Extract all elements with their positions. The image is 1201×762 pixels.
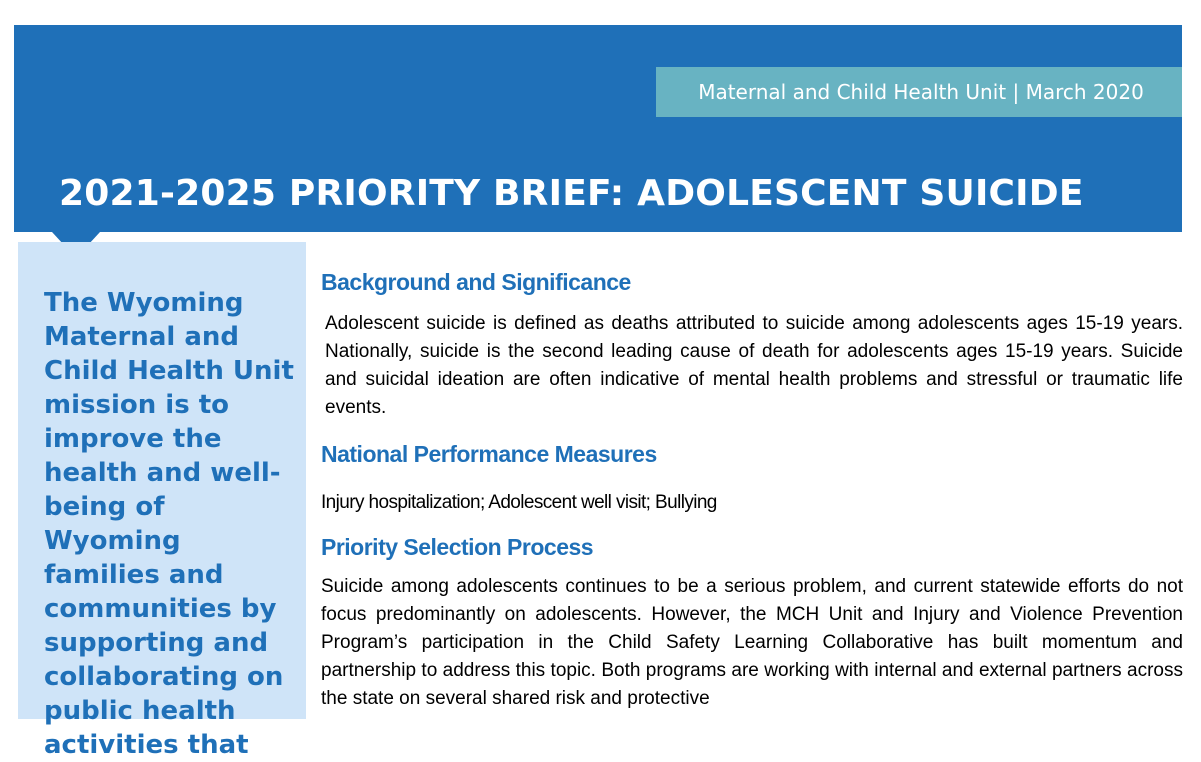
document-title: 2021-2025 PRIORITY BRIEF: ADOLESCENT SUICIDE [59, 173, 1084, 214]
section-heading-priority-selection: Priority Selection Process [321, 534, 594, 560]
unit-date-banner: Maternal and Child Health Unit | March 2020 [656, 67, 1182, 117]
mission-statement: The Wyoming Maternal and Child Health Unit mission is to improve the health and well-being of Wyoming families and communities by supporting and collaborating on public health activities that [44, 288, 294, 760]
section-priority-selection [321, 527, 1183, 713]
section-background [321, 262, 1183, 422]
section-performance-measures [321, 434, 1183, 517]
section-heading-background: Background and Significance [321, 269, 631, 295]
section-body-performance-measures: Injury hospitalization; Adolescent well visit; Bullying [321, 492, 717, 513]
mission-sidebar [18, 242, 306, 760]
section-body-background: Adolescent suicide is defined as deaths attributed to suicide among adolescents ages 15-19 years. Nationally, suicide is the second leading cause of death for adolescents ages 15-19 years. Suicide and suicidal ideation are often indicative of mental health problems and stressful or traumatic life events. [325, 313, 1183, 418]
section-heading-performance-measures: National Performance Measures [321, 441, 657, 467]
brief-content [321, 262, 1183, 713]
section-body-priority-selection: Suicide among adolescents continues to be a serious problem, and current statewide efforts do not focus predominantly on adolescents. However, the MCH Unit and Injury and Violence Prevention Program’s participation in the Child Safety Learning Collaborative has built momentum and partnership to address this topic. Both programs are working with internal and external partners across the state on several shared risk and protective [321, 576, 1183, 709]
